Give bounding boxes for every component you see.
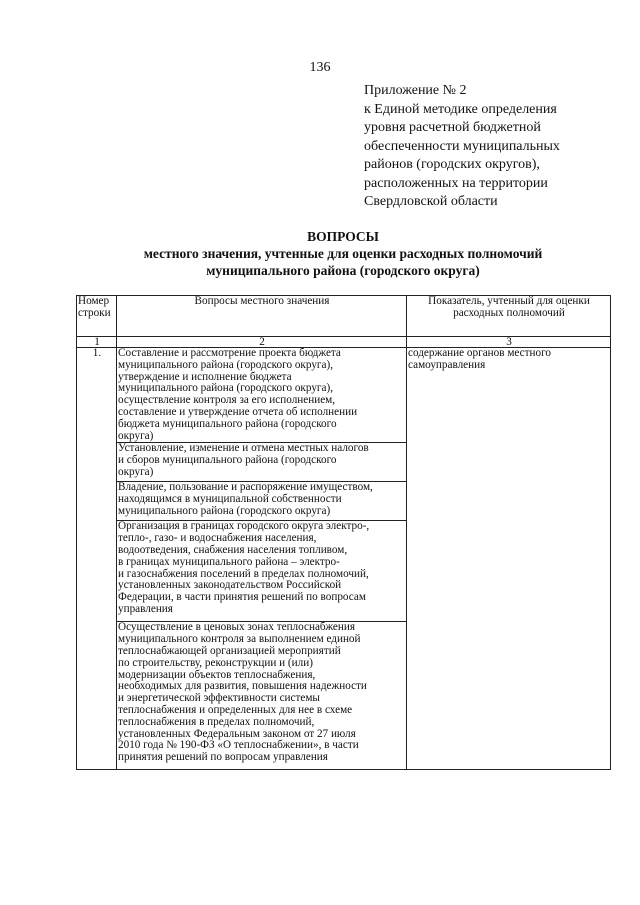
issue-line: по строительству, реконструкции и (или) <box>118 656 313 669</box>
issue-line: Организация в границах городского округа электро-, <box>118 520 370 533</box>
issue-line: модернизации объектов теплоснабжения, <box>118 668 316 681</box>
issue-line: и энергетической эффективности системы <box>118 692 320 705</box>
appendix-line: расположенных на территории <box>364 175 548 191</box>
issue-line: тепло-, газо- и водоснабжения населения, <box>118 532 317 545</box>
header-row-number <box>77 296 117 337</box>
issues-table <box>76 295 611 770</box>
indicator-cell <box>407 348 611 770</box>
table-row <box>77 348 611 443</box>
appendix-line: Приложение № 2 <box>364 83 467 98</box>
issue-line: муниципального района (городского округа), <box>118 382 333 395</box>
heading-subtitle-line: местного значения, учтенные для оценки расходных полномочий <box>143 246 543 261</box>
issue-line: 2010 года № 190-ФЗ «О теплоснабжении», в части <box>118 739 359 752</box>
issue-line: в границах муниципального района – электро- <box>118 555 340 568</box>
appendix-line: к Единой методике определения <box>364 101 557 117</box>
heading-subtitle-line: муниципального района (городского округа) <box>206 263 480 278</box>
issue-line: бюджета муниципального района (городского <box>118 417 337 430</box>
heading-title: ВОПРОСЫ <box>307 229 379 244</box>
issue-line: управления <box>118 602 173 615</box>
appendix-line: обеспеченности муниципальных <box>364 138 560 154</box>
issue-line: установленных законодательством Российской <box>118 579 342 592</box>
issue-line: муниципального района (городского округа), <box>118 358 333 371</box>
column-number: 3 <box>407 337 611 348</box>
issue-line: составление и утверждение отчета об исполнении <box>118 405 358 418</box>
issue-line: принятия решений по вопросам управления <box>118 751 328 764</box>
issue-line: округа) <box>118 465 154 478</box>
issue-line: и сборов муниципального района (городского <box>118 454 337 467</box>
issue-cell <box>117 521 407 622</box>
issue-cell <box>117 622 407 770</box>
issue-line: Составление и рассмотрение проекта бюджета <box>118 347 341 359</box>
appendix-note <box>364 82 624 212</box>
issue-line: водоотведения, снабжения населения топливом, <box>118 543 348 556</box>
indicator-line: содержание органов местного <box>408 347 551 359</box>
issue-line: находящимся в муниципальной собственности <box>118 493 342 506</box>
header-line: Номер <box>78 295 110 307</box>
issue-line: Владение, пользование и распоряжение имуществом, <box>118 481 373 494</box>
header-line: расходных полномочий <box>453 306 565 319</box>
issue-line: Установление, изменение и отмена местных налогов <box>118 442 369 455</box>
page-number: 136 <box>309 60 331 75</box>
issue-line: теплоснабжения в пределах полномочий, <box>118 715 315 728</box>
issue-cell <box>117 348 407 443</box>
issue-line: Федерации, в части принятия решений по вопросам <box>118 591 366 604</box>
issue-line: муниципального контроля за выполнением единой <box>118 633 361 646</box>
header-line: строки <box>78 306 111 319</box>
column-number: 2 <box>117 337 407 348</box>
document-heading <box>0 228 640 279</box>
issue-line: муниципального района (городского округа) <box>118 504 331 517</box>
issue-line: теплоснабжения и определенных для нее в схеме <box>118 703 353 716</box>
issue-line: утверждение и исполнение бюджета <box>118 370 292 383</box>
appendix-line: районов (городских округов), <box>364 157 540 172</box>
table-header-row <box>77 296 611 337</box>
column-number: 1 <box>77 337 117 348</box>
issue-line: Осуществление в ценовых зонах теплоснабжения <box>118 621 356 634</box>
issue-line: округа) <box>118 429 154 442</box>
header-line: Показатель, учтенный для оценки <box>428 295 590 307</box>
header-issues: Вопросы местного значения <box>117 296 407 337</box>
column-number-row <box>77 337 611 348</box>
issue-line: осуществление контроля за его исполнением, <box>118 394 336 407</box>
issue-cell <box>117 443 407 482</box>
row-number: 1. <box>77 348 117 770</box>
issue-cell <box>117 482 407 521</box>
header-indicator <box>407 296 611 337</box>
issue-line: и газоснабжения поселений в пределах полномочий, <box>118 567 369 580</box>
appendix-line: Свердловской области <box>364 194 498 209</box>
appendix-line: уровня расчетной бюджетной <box>364 120 541 135</box>
issue-line: теплоснабжающей организацией мероприятий <box>118 644 341 657</box>
issue-line: необходимых для развития, повышения надежности <box>118 680 367 693</box>
issue-line: установленных Федеральным законом от 27 июля <box>118 727 356 740</box>
indicator-line: самоуправления <box>408 358 486 371</box>
